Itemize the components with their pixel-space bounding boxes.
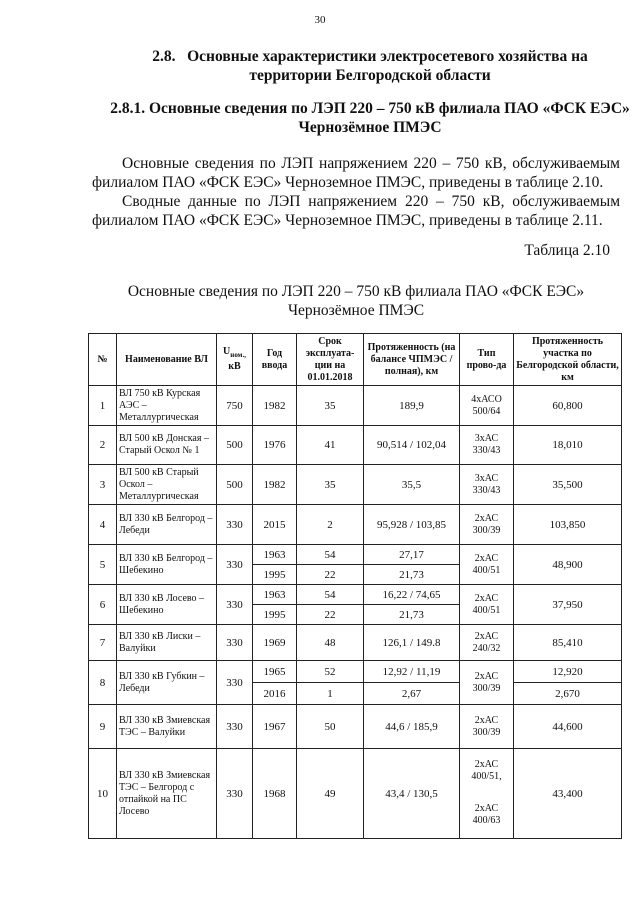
cell-wire: 2хАС 400/63: [460, 793, 514, 839]
cell-year: 1982: [253, 465, 297, 505]
header-year: Год ввода: [253, 334, 297, 386]
cell-num: 6: [89, 585, 117, 625]
cell-voltage: 330: [217, 585, 253, 625]
cell-length: 95,928 / 103,85: [364, 505, 460, 545]
cell-service: 41: [297, 426, 364, 465]
cell-year: 1963: [253, 545, 297, 565]
cell-service: 50: [297, 705, 364, 749]
cell-wire: 2хАС 300/39: [460, 661, 514, 705]
cell-name: ВЛ 500 кВ Старый Оскол – Металлургическая: [117, 465, 217, 505]
cell-voltage: 330: [217, 505, 253, 545]
power-lines-table: [88, 333, 622, 839]
cell-name: ВЛ 330 кВ Белгород – Шебекино: [117, 545, 217, 585]
cell-num: 2: [89, 426, 117, 465]
cell-wire: 4хАСО 500/64: [460, 386, 514, 426]
header-service: Срок эксплуата-ции на 01.01.2018: [297, 334, 364, 386]
cell-service: 22: [297, 605, 364, 625]
header-region-length: Протяженность участка по Белгородской области, км: [514, 334, 622, 386]
cell-region: 85,410: [514, 625, 622, 661]
cell-num: 3: [89, 465, 117, 505]
cell-service: 52: [297, 661, 364, 683]
cell-service: 2: [297, 505, 364, 545]
cell-wire: 2хАС 400/51,: [460, 749, 514, 793]
table-row: [89, 705, 622, 749]
cell-wire: 3хАС 330/43: [460, 426, 514, 465]
cell-year: 1968: [253, 749, 297, 839]
cell-voltage: 750: [217, 386, 253, 426]
cell-name: ВЛ 330 кВ Змиевская ТЭС – Белгород с отпайкой на ПС Лосево: [117, 749, 217, 839]
table-row: [89, 749, 622, 793]
table-header-row: [89, 334, 622, 386]
table-row: [89, 625, 622, 661]
cell-wire: 3хАС 330/43: [460, 465, 514, 505]
cell-year: 2015: [253, 505, 297, 545]
cell-service: 54: [297, 585, 364, 605]
cell-year: 1969: [253, 625, 297, 661]
cell-num: 4: [89, 505, 117, 545]
cell-length: 2,67: [364, 683, 460, 705]
cell-region: 18,010: [514, 426, 622, 465]
cell-num: 10: [89, 749, 117, 839]
paragraph-2: Сводные данные по ЛЭП напряжением 220 – 750 кВ, обслуживаемым филиалом ПАО «ФСК ЕЭС» Черноземное ПМЭС, приведены в таблице 2.11.: [92, 193, 620, 229]
cell-length: 90,514 / 102,04: [364, 426, 460, 465]
table-row: [89, 545, 622, 565]
cell-num: 1: [89, 386, 117, 426]
cell-length: 12,92 / 11,19: [364, 661, 460, 683]
cell-wire: 2хАС 400/51: [460, 545, 514, 585]
cell-voltage: 330: [217, 749, 253, 839]
cell-voltage: 500: [217, 465, 253, 505]
table-row: [89, 505, 622, 545]
paragraph-1: Основные сведения по ЛЭП напряжением 220 – 750 кВ, обслуживаемым филиалом ПАО «ФСК ЕЭС» Черноземное ПМЭС, приведены в таблице 2.10.: [92, 155, 620, 191]
cell-region: 103,850: [514, 505, 622, 545]
table-title: Основные сведения по ЛЭП 220 – 750 кВ филиала ПАО «ФСК ЕЭС» Чернозёмное ПМЭС: [127, 283, 585, 319]
cell-num: 5: [89, 545, 117, 585]
cell-name: ВЛ 330 кВ Лосево – Шебекино: [117, 585, 217, 625]
cell-year: 1995: [253, 605, 297, 625]
cell-length: 21,73: [364, 605, 460, 625]
cell-voltage: 330: [217, 545, 253, 585]
cell-year: 1963: [253, 585, 297, 605]
page-number: 30: [314, 14, 326, 26]
cell-voltage: 330: [217, 705, 253, 749]
cell-service: 49: [297, 749, 364, 839]
header-wire: Тип прово-да: [460, 334, 514, 386]
cell-num: 8: [89, 661, 117, 705]
cell-year: 1982: [253, 386, 297, 426]
cell-service: 35: [297, 465, 364, 505]
table-label: Таблица 2.10: [524, 242, 610, 259]
cell-name: ВЛ 330 кВ Змиевская ТЭС – Валуйки: [117, 705, 217, 749]
cell-region: 48,900: [514, 545, 622, 585]
cell-name: ВЛ 330 кВ Белгород – Лебеди: [117, 505, 217, 545]
cell-year: 2016: [253, 683, 297, 705]
cell-region: 60,800: [514, 386, 622, 426]
cell-name: ВЛ 330 кВ Губкин – Лебеди: [117, 661, 217, 705]
table-row: [89, 585, 622, 605]
cell-region: 12,920: [514, 661, 622, 683]
cell-name: ВЛ 750 кВ Курская АЭС – Металлургическая: [117, 386, 217, 426]
cell-year: 1995: [253, 565, 297, 585]
cell-wire: 2хАС 300/39: [460, 705, 514, 749]
cell-service: 22: [297, 565, 364, 585]
cell-service: 1: [297, 683, 364, 705]
cell-length: 43,4 / 130,5: [364, 749, 460, 839]
cell-length: 16,22 / 74,65: [364, 585, 460, 605]
cell-length: 21,73: [364, 565, 460, 585]
cell-wire: 2хАС 300/39: [460, 505, 514, 545]
cell-region: 35,500: [514, 465, 622, 505]
table-row: [89, 465, 622, 505]
header-voltage: $U_{ном.,}$ кВ: [217, 334, 253, 386]
cell-voltage: 500: [217, 426, 253, 465]
cell-name: ВЛ 330 кВ Лиски – Валуйки: [117, 625, 217, 661]
table-row: [89, 426, 622, 465]
header-num: №: [89, 334, 117, 386]
cell-length: 44,6 / 185,9: [364, 705, 460, 749]
section-heading: 2.8. Основные характеристики электросетевого хозяйства на территории Белгородской области: [152, 48, 588, 84]
cell-year: 1976: [253, 426, 297, 465]
table-row: [89, 661, 622, 683]
cell-num: 7: [89, 625, 117, 661]
cell-length: 126,1 / 149.8: [364, 625, 460, 661]
cell-region: 44,600: [514, 705, 622, 749]
cell-length: 27,17: [364, 545, 460, 565]
cell-service: 54: [297, 545, 364, 565]
cell-wire: 2хАС 400/51: [460, 585, 514, 625]
table-row: [89, 386, 622, 426]
cell-year: 1965: [253, 661, 297, 683]
cell-service: 35: [297, 386, 364, 426]
cell-region: 37,950: [514, 585, 622, 625]
cell-year: 1967: [253, 705, 297, 749]
cell-num: 9: [89, 705, 117, 749]
header-name: Наименование ВЛ: [117, 334, 217, 386]
header-length: Протяженность (на балансе ЧПМЭС / полная), км: [364, 334, 460, 386]
cell-name: ВЛ 500 кВ Донская – Старый Оскол № 1: [117, 426, 217, 465]
body-text: [92, 154, 620, 230]
cell-wire: 2хАС 240/32: [460, 625, 514, 661]
cell-region: 43,400: [514, 749, 622, 839]
subsection-heading: 2.8.1. Основные сведения по ЛЭП 220 – 750 кВ филиала ПАО «ФСК ЕЭС» Чернозёмное ПМЭС: [110, 100, 630, 136]
cell-length: 189,9: [364, 386, 460, 426]
cell-length: 35,5: [364, 465, 460, 505]
cell-voltage: 330: [217, 661, 253, 705]
cell-service: 48: [297, 625, 364, 661]
cell-region: 2,670: [514, 683, 622, 705]
cell-voltage: 330: [217, 625, 253, 661]
